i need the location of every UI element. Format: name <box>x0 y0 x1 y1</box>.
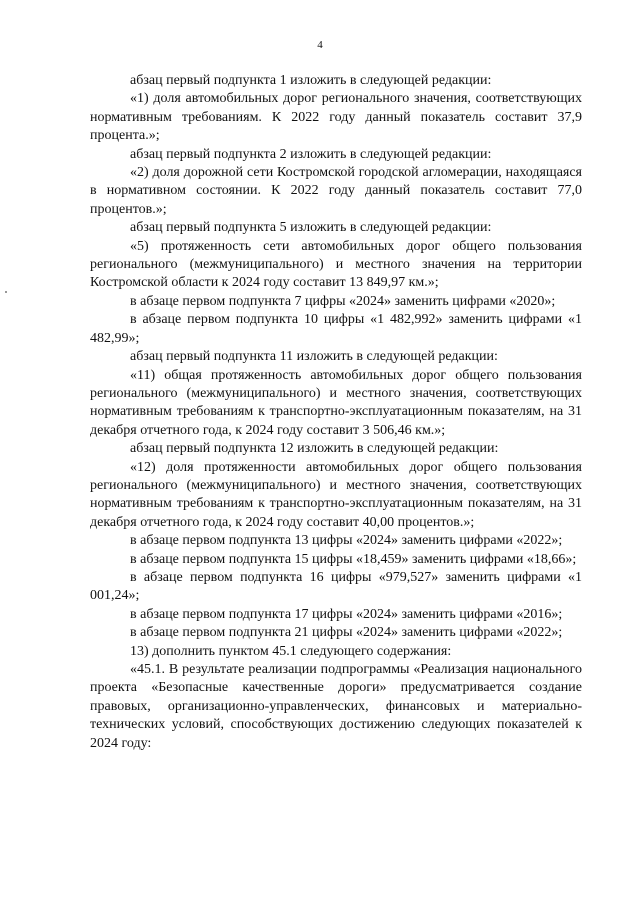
paragraph: абзац первый подпункта 2 изложить в следующей редакции: <box>130 146 492 162</box>
paragraph: «11) общая протяженность автомобильных дорог общего пользования регионального (межмуниципального) и местного значения, соответствующих нормативным требованиям к транспортно-эксплуатационным показателям, на 31 декабря отчетного года, к 2024 году составит 3 506,46 км.»; <box>90 367 582 438</box>
paragraph: 13) дополнить пунктом 45.1 следующего содержания: <box>130 643 452 659</box>
paragraph: в абзаце первом подпункта 13 цифры «2024» заменить цифрами «2022»; <box>130 533 563 549</box>
document-body <box>90 72 582 753</box>
page-number: 4 <box>317 39 323 51</box>
paragraph: «2) доля дорожной сети Костромской городской агломерации, находящаяся в нормативном состоянии. К 2022 году данный показатель составит 77,0 процентов.»; <box>90 165 582 217</box>
paragraph: абзац первый подпункта 5 изложить в следующей редакции: <box>130 220 492 236</box>
paragraph: абзац первый подпункта 1 изложить в следующей редакции: <box>130 73 492 88</box>
paragraph: в абзаце первом подпункта 7 цифры «2024» заменить цифрами «2020»; <box>130 293 556 309</box>
paragraph: «1) доля автомобильных дорог регионального значения, соответствующих нормативным требованиям. К 2022 году данный показатель составит 37,9 процента.»; <box>90 91 582 144</box>
paragraph: абзац первый подпункта 11 изложить в следующей редакции: <box>130 349 498 365</box>
paragraph: в абзаце первом подпункта 15 цифры «18,459» заменить цифрами «18,66»; <box>130 551 577 567</box>
margin-mark <box>5 291 7 293</box>
paragraph: в абзаце первом подпункта 21 цифры «2024» заменить цифрами «2022»; <box>130 625 563 641</box>
paragraph: в абзаце первом подпункта 16 цифры «979,527» заменить цифрами «1 001,24»; <box>90 569 582 604</box>
paragraph: «5) протяженность сети автомобильных дорог общего пользования регионального (межмуниципального) и местного значения на территории Костромской области к 2024 году составит 13 849,97 км.»; <box>90 238 582 291</box>
paragraph: абзац первый подпункта 12 изложить в следующей редакции: <box>130 441 499 457</box>
paragraph: «45.1. В результате реализации подпрограммы «Реализация национального проекта «Безопасные качественные дороги» предусматривается создание правовых, организационно-управленческих, финансовых и материально-технических условий, способствующих достижению следующих показателей к 2024 году: <box>90 662 582 751</box>
paragraph: в абзаце первом подпункта 17 цифры «2024» заменить цифрами «2016»; <box>130 606 563 622</box>
paragraph: в абзаце первом подпункта 10 цифры «1 482,992» заменить цифрами «1 482,99»; <box>90 312 582 346</box>
paragraph: «12) доля протяженности автомобильных дорог общего пользования регионального (межмуниципального) и местного значения, соответствующих нормативным требованиям к транспортно-эксплуатационным показателям, на 31 декабря отчетного года, к 2024 году составит 40,00 процентов.»; <box>90 459 582 530</box>
